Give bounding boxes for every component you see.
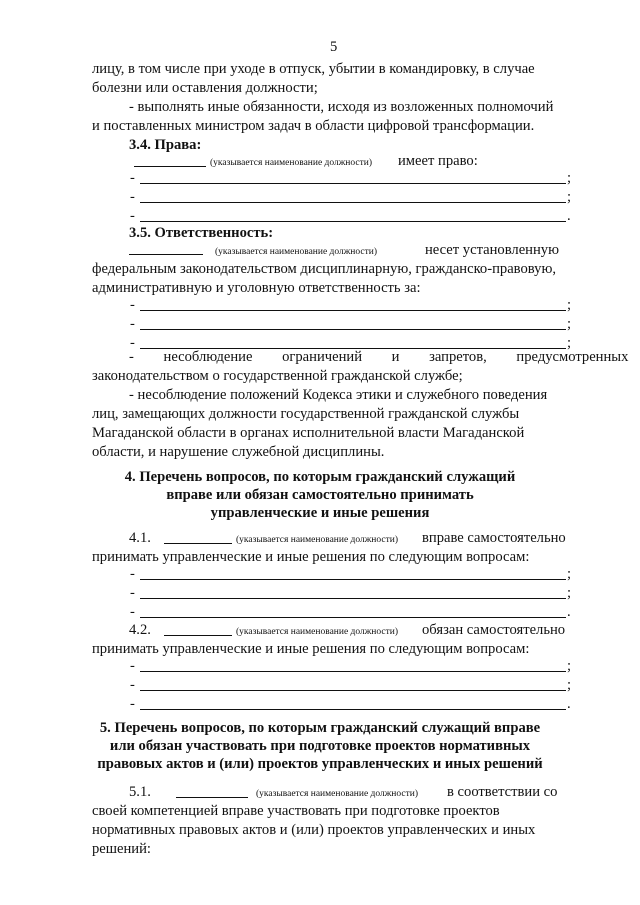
intro-line-2: болезни или оставления должности; <box>92 80 318 96</box>
blank-line <box>140 671 566 672</box>
responsibility-heading: 3.5. Ответственность: <box>129 225 274 241</box>
clause-4-1-number: 4.1. <box>129 530 151 546</box>
position-hint: (указывается наименование должности) <box>215 247 377 257</box>
blank-line <box>140 617 566 618</box>
clause-4-2-number: 4.2. <box>129 622 151 638</box>
dash: - <box>130 335 135 351</box>
intro-line-3: - выполнять иные обязанности, исходя из возложенных полномочий <box>129 99 554 115</box>
bullet-2-line-3: Магаданской области в органах исполнительной власти Магаданской <box>92 425 525 441</box>
dash: - <box>130 189 135 205</box>
blank-line <box>140 329 566 330</box>
responsibility-line-3: административную и уголовную ответственность за: <box>92 280 421 296</box>
blank-line <box>164 543 232 544</box>
intro-line-4: и поставленных министром задач в области цифровой трансформации. <box>92 118 535 134</box>
position-hint: (указывается наименование должности) <box>236 627 398 637</box>
blank-line <box>140 598 566 599</box>
blank-line <box>140 183 566 184</box>
section-4-title-line-1: 4. Перечень вопросов, по которым гражданский служащий <box>124 469 516 485</box>
clause-5-1-line-3: нормативных правовых актов и (или) проектов управленческих и иных <box>92 822 536 838</box>
bullet-2-line-2 <box>92 406 574 423</box>
semicolon: ; <box>567 677 572 693</box>
period: . <box>567 696 571 712</box>
blank-line <box>140 709 566 710</box>
rights-text: имеет право: <box>398 153 478 169</box>
semicolon: ; <box>567 658 572 674</box>
semicolon: ; <box>567 585 572 601</box>
blank-line <box>140 202 566 203</box>
period: . <box>567 604 571 620</box>
blank-line <box>164 635 232 636</box>
section-4-title-line-2: вправе или обязан самостоятельно принимать <box>166 487 474 503</box>
responsibility-line-2: федеральным законодательством дисциплинарную, гражданско-правовую, <box>92 261 556 277</box>
text-span: лицу, в том числе при уходе в отпуск, убытии в командировку, в случае <box>92 61 535 77</box>
clause-5-1-line-2 <box>92 803 574 820</box>
dash: - <box>130 170 135 186</box>
dash: - <box>130 585 135 601</box>
dash: - <box>130 297 135 313</box>
blank-line <box>134 166 206 167</box>
dash: - <box>130 696 135 712</box>
dash: - <box>130 566 135 582</box>
dash: - <box>130 208 135 224</box>
period: . <box>567 208 571 224</box>
dash: - <box>130 604 135 620</box>
blank-line <box>140 690 566 691</box>
text-span: лиц, замещающих должности государственной гражданской службы <box>92 406 520 422</box>
intro-line-1 <box>92 61 574 78</box>
section-5-title-line-3: правовых актов и (или) проектов управленческих и иных решений <box>97 756 543 772</box>
clause-4-1-line-2: принимать управленческие и иные решения по следующим вопросам: <box>92 549 530 565</box>
position-hint: (указывается наименование должности) <box>236 535 398 545</box>
bullet-1-line-2: законодательством о государственной гражданской службе; <box>92 368 463 384</box>
semicolon: ; <box>567 297 572 313</box>
bullet-2-line-1: - несоблюдение положений Кодекса этики и служебного поведения <box>129 387 548 403</box>
dash: - <box>130 316 135 332</box>
text-span: своей компетенцией вправе участвовать при подготовке проектов <box>92 803 500 819</box>
semicolon: ; <box>567 189 572 205</box>
bullet-1-line-1: - несоблюдение ограничений и запретов, предусмотренных <box>129 349 629 365</box>
blank-line <box>140 310 566 311</box>
clause-5-1-number: 5.1. <box>129 784 151 800</box>
clause-5-1-text: в соответствии со <box>447 784 558 800</box>
section-5-title-line-2: или обязан участвовать при подготовке проектов нормативных <box>109 738 531 754</box>
blank-line <box>140 579 566 580</box>
clause-4-2-line-2: принимать управленческие и иные решения по следующим вопросам: <box>92 641 530 657</box>
rights-heading: 3.4. Права: <box>129 137 202 153</box>
semicolon: ; <box>567 170 572 186</box>
dash: - <box>130 677 135 693</box>
position-hint: (указывается наименование должности) <box>256 789 418 799</box>
section-4-title-line-3: управленческие и иные решения <box>210 505 430 521</box>
clause-4-2-text: обязан самостоятельно <box>422 622 566 638</box>
blank-line <box>140 221 566 222</box>
responsibility-text: несет установленную <box>425 242 560 258</box>
semicolon: ; <box>567 335 572 351</box>
section-5-title-line-1: 5. Перечень вопросов, по которым гражданский служащий вправе <box>99 720 541 736</box>
clause-4-1-text: вправе самостоятельно <box>422 530 566 546</box>
clause-5-1-line-4: решений: <box>92 841 151 857</box>
blank-line <box>176 797 248 798</box>
semicolon: ; <box>567 566 572 582</box>
page-number: 5 <box>330 39 338 55</box>
position-hint: (указывается наименование должности) <box>210 158 372 168</box>
semicolon: ; <box>567 316 572 332</box>
dash: - <box>130 658 135 674</box>
blank-line <box>129 254 203 255</box>
bullet-2-line-4: области, и нарушение служебной дисциплины. <box>92 444 385 460</box>
